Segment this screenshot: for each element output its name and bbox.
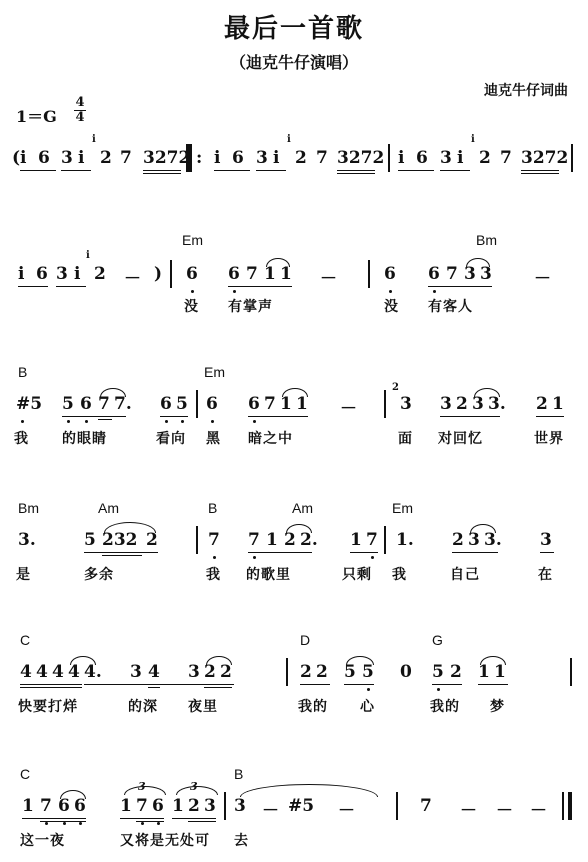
triplet-mark: 3 xyxy=(190,780,198,793)
chord-label: D xyxy=(300,632,311,648)
note: 3 xyxy=(464,264,476,284)
final-barline-thin xyxy=(562,792,564,820)
note: 1 xyxy=(266,530,278,550)
rest: 0 xyxy=(400,662,412,682)
note: 6 xyxy=(38,148,50,168)
note: 7 xyxy=(446,264,458,284)
note: i xyxy=(273,148,280,168)
lyric: 我的 xyxy=(430,699,460,715)
note: 1 xyxy=(120,796,132,816)
lyric: 没 xyxy=(184,299,199,315)
barline xyxy=(570,658,572,686)
lyric: 我 xyxy=(392,567,407,583)
note: i xyxy=(78,148,85,168)
note: i xyxy=(214,148,221,168)
performer-subtitle: （迪克牛仔演唱） xyxy=(229,53,358,72)
note: 1 xyxy=(350,530,362,550)
note: 3 xyxy=(204,796,216,816)
note: 6 xyxy=(416,148,428,168)
note: 1 xyxy=(552,394,564,414)
note: i xyxy=(74,264,81,284)
barline xyxy=(368,260,370,288)
note: 6 xyxy=(384,264,396,284)
dash: － xyxy=(338,801,355,821)
lyric: 的深 xyxy=(128,699,158,715)
note: 6 xyxy=(186,264,198,284)
note: 6 xyxy=(206,394,218,414)
note: 1 xyxy=(280,394,292,414)
note: 3 xyxy=(468,530,480,550)
barline xyxy=(196,390,198,418)
chord-label: Em xyxy=(182,232,203,248)
lyric: 只剩 xyxy=(342,567,372,583)
lyric: 世界 xyxy=(534,431,564,447)
lyric: 去 xyxy=(234,833,249,849)
barline xyxy=(388,144,390,172)
note: 3 xyxy=(61,148,73,168)
lyric: 心 xyxy=(360,699,375,715)
final-barline-thick xyxy=(568,792,572,820)
note: 7 xyxy=(40,796,52,816)
note: 3. xyxy=(18,530,36,550)
note: 6 xyxy=(80,394,92,414)
note: 3 xyxy=(472,394,484,414)
time-top: 4 xyxy=(75,95,85,110)
note: 5 xyxy=(344,662,356,682)
note: 3. xyxy=(484,530,502,550)
grace-note: 2 xyxy=(392,382,399,393)
note: 4 xyxy=(20,662,32,682)
lyric: 对回忆 xyxy=(438,431,483,447)
lyric: 我 xyxy=(14,431,29,447)
triplet-mark: 3 xyxy=(138,780,146,793)
note: 4 xyxy=(36,662,48,682)
note: 7 xyxy=(136,796,148,816)
note: 5 xyxy=(84,530,96,550)
note: 7. xyxy=(114,394,132,414)
dash: － xyxy=(530,801,547,821)
lyric: 多余 xyxy=(84,567,114,583)
note: 2 xyxy=(94,264,106,284)
note: 4. xyxy=(84,662,102,682)
chord-label: Am xyxy=(98,500,119,516)
repeat-barline xyxy=(186,144,192,172)
note: i xyxy=(457,148,464,168)
note: 3 xyxy=(400,394,412,414)
note: 2 xyxy=(284,530,296,550)
lyric: 是 xyxy=(16,567,31,583)
note: 7 xyxy=(248,530,260,550)
note: 7 xyxy=(208,530,220,550)
lyric: 的歌里 xyxy=(246,567,291,583)
lyric: 我 xyxy=(206,567,221,583)
lyric: 暗之中 xyxy=(248,431,293,447)
barline xyxy=(224,792,226,820)
note: 3 xyxy=(440,394,452,414)
chord-label: B xyxy=(208,500,218,516)
dash: － xyxy=(124,269,141,289)
note: 2. xyxy=(300,530,318,550)
chord-label: B xyxy=(18,364,28,380)
note: 2 xyxy=(479,148,491,168)
barline xyxy=(571,144,573,172)
note: 1 xyxy=(296,394,308,414)
note: 1 xyxy=(494,662,506,682)
lyric: 有掌声 xyxy=(228,299,273,315)
barline xyxy=(170,260,172,288)
chord-label: Em xyxy=(392,500,413,516)
chord-label: B xyxy=(234,766,244,782)
note: 3 xyxy=(440,148,452,168)
note: 3 xyxy=(540,530,552,550)
note: 4 xyxy=(148,662,160,682)
lyric: 面 xyxy=(398,431,413,447)
lyric: 我的 xyxy=(298,699,328,715)
note: 1 xyxy=(280,264,292,284)
chord-label: Bm xyxy=(476,232,497,248)
note: 2 xyxy=(204,662,216,682)
chord-label: G xyxy=(432,632,443,648)
note: 7 xyxy=(246,264,258,284)
note: i xyxy=(398,148,405,168)
note: 4 xyxy=(52,662,64,682)
repeat-colon: : xyxy=(196,148,203,168)
note: 3 xyxy=(256,148,268,168)
song-title: 最后一首歌 xyxy=(223,14,364,44)
lyric: 没 xyxy=(384,299,399,315)
lyric: 又将是无处可 xyxy=(120,833,210,849)
note: 3 xyxy=(234,796,246,816)
note: 232 xyxy=(102,530,138,550)
note: 5 xyxy=(432,662,444,682)
note: 3272 xyxy=(143,148,191,168)
note: 3272 xyxy=(337,148,385,168)
note: 1 xyxy=(264,264,276,284)
note: 1. xyxy=(396,530,414,550)
chord-label: Am xyxy=(292,500,313,516)
barline xyxy=(196,526,198,554)
note: 6 xyxy=(248,394,260,414)
lyric: 这一夜 xyxy=(20,833,65,849)
note: #5 xyxy=(16,394,43,414)
note: 3 xyxy=(130,662,142,682)
note: 7 xyxy=(98,394,110,414)
time-bottom: 4 xyxy=(75,110,85,125)
dash: － xyxy=(534,269,551,289)
note: 5 xyxy=(176,394,188,414)
chord-label: C xyxy=(20,632,31,648)
note: 7 xyxy=(500,148,512,168)
lyric: 黑 xyxy=(206,431,221,447)
note: 2 xyxy=(188,796,200,816)
dash: － xyxy=(320,269,337,289)
note: 7 xyxy=(366,530,378,550)
barline xyxy=(384,526,386,554)
dash: － xyxy=(262,801,279,821)
note: 3. xyxy=(488,394,506,414)
lyric: 在 xyxy=(538,567,553,583)
note: 6 xyxy=(58,796,70,816)
note: 3 xyxy=(188,662,200,682)
note: 7 xyxy=(420,796,432,816)
note: 7 xyxy=(264,394,276,414)
note: 6 xyxy=(160,394,172,414)
note: 2 xyxy=(456,394,468,414)
lyric: 夜里 xyxy=(188,699,218,715)
note: 2 xyxy=(146,530,158,550)
dash: － xyxy=(460,801,477,821)
time-signature xyxy=(74,96,86,125)
dash: － xyxy=(340,399,357,419)
lyric: 梦 xyxy=(490,699,505,715)
note: 7 xyxy=(316,148,328,168)
note: 6 xyxy=(232,148,244,168)
lyric: 看向 xyxy=(156,431,186,447)
lyric: 快要打烊 xyxy=(18,699,78,715)
note: 6 xyxy=(228,264,240,284)
note: 2 xyxy=(536,394,548,414)
note: 5 xyxy=(362,662,374,682)
note: 2 xyxy=(450,662,462,682)
note: ( xyxy=(12,148,21,168)
lyric: 的眼睛 xyxy=(62,431,107,447)
chord-label: Bm xyxy=(18,500,39,516)
barline xyxy=(286,658,288,686)
note: 2 xyxy=(452,530,464,550)
chord-label: C xyxy=(20,766,31,782)
note: 5 xyxy=(62,394,74,414)
note: 2 xyxy=(300,662,312,682)
lyric: 有客人 xyxy=(428,299,473,315)
note: 6 xyxy=(428,264,440,284)
note: 6 xyxy=(74,796,86,816)
note: 2 xyxy=(100,148,112,168)
note: 2 xyxy=(220,662,232,682)
key-signature: 1＝G xyxy=(16,107,57,126)
songwriter-credit: 迪克牛仔词曲 xyxy=(484,83,568,99)
lyric: 自己 xyxy=(450,567,480,583)
note: i xyxy=(18,264,25,284)
note: 1 xyxy=(172,796,184,816)
note: 2 xyxy=(316,662,328,682)
note: 3 xyxy=(56,264,68,284)
note: 6 xyxy=(36,264,48,284)
note: 2 xyxy=(295,148,307,168)
note: 3272 xyxy=(521,148,569,168)
note: 4 xyxy=(68,662,80,682)
note: 1 xyxy=(22,796,34,816)
note: i xyxy=(20,148,27,168)
chord-label: Em xyxy=(204,364,225,380)
dash: － xyxy=(496,801,513,821)
note: 6 xyxy=(152,796,164,816)
paren: ) xyxy=(154,264,163,284)
barline xyxy=(384,390,386,418)
note: #5 xyxy=(288,796,315,816)
note: 7 xyxy=(120,148,132,168)
barline xyxy=(396,792,398,820)
note: 3 xyxy=(480,264,492,284)
note: 1 xyxy=(478,662,490,682)
